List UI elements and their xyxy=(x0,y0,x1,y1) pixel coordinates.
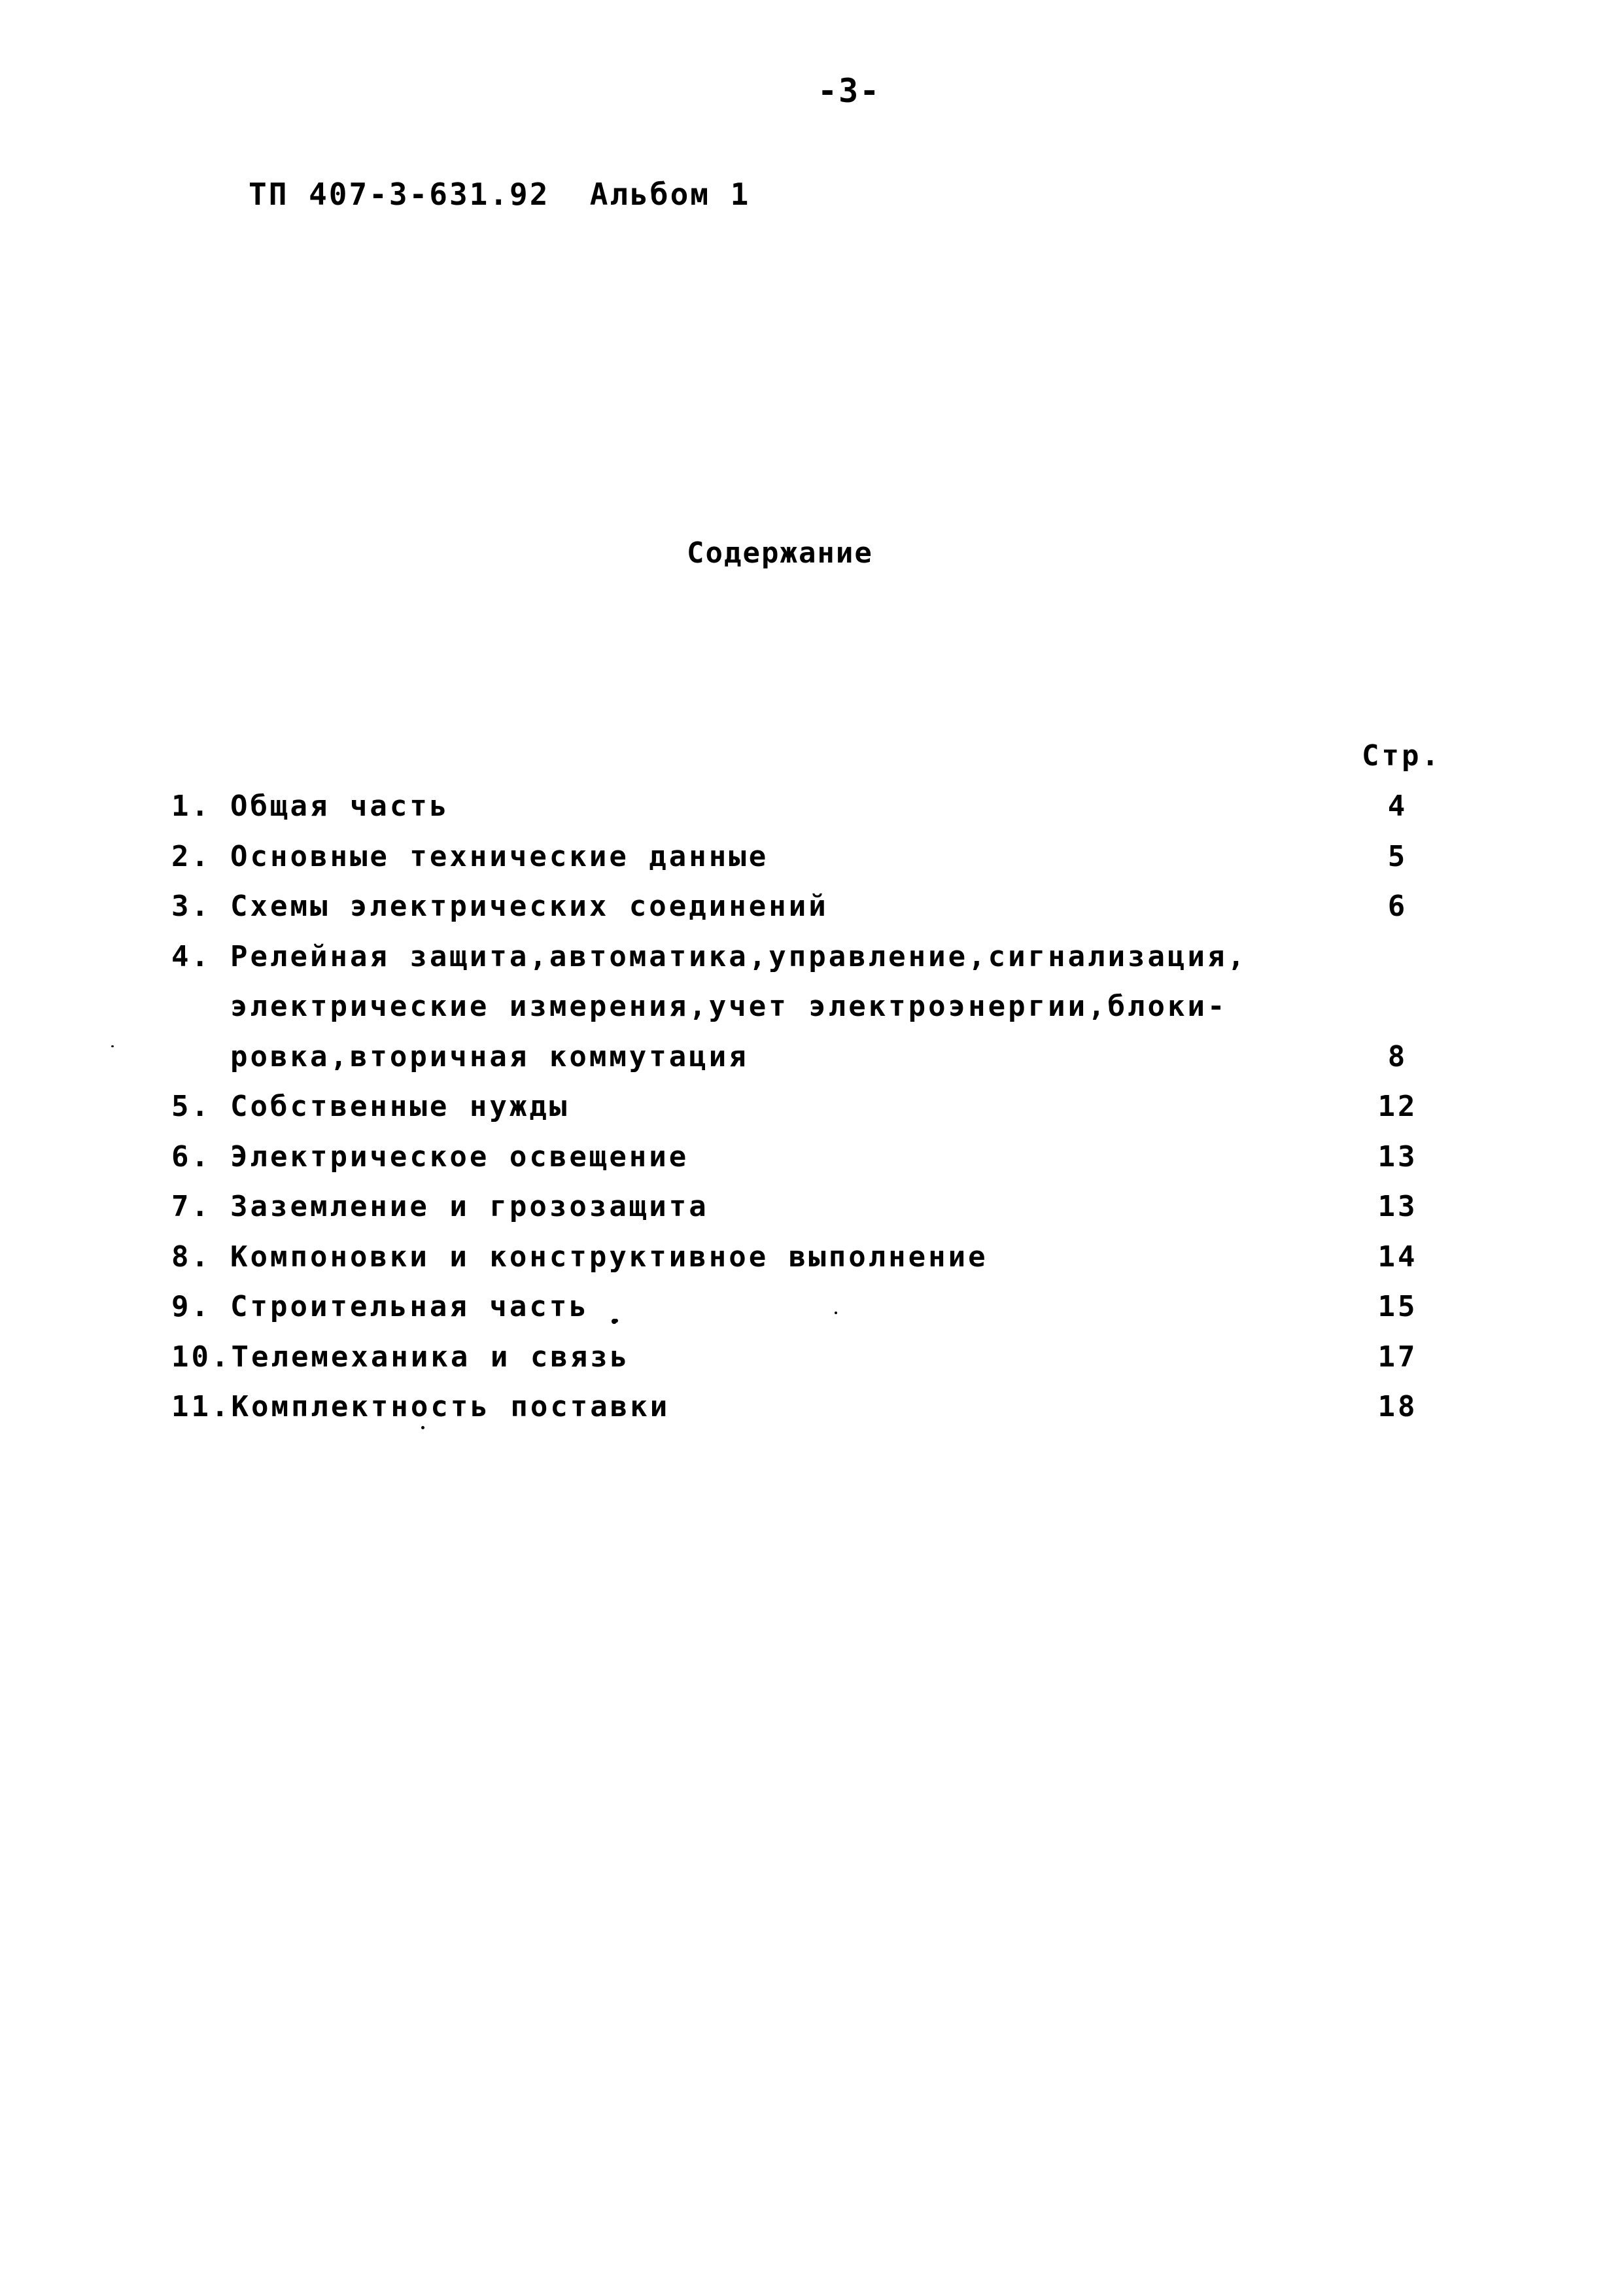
toc-entry-title: 11.Комплектность поставки xyxy=(171,1390,670,1423)
toc-entry-10 xyxy=(171,1332,1440,1383)
page-column-header: Стр. xyxy=(1362,739,1442,773)
toc-entry-number: 4. xyxy=(171,939,211,973)
toc-entry-6 xyxy=(171,1132,1440,1183)
toc-entry-4 xyxy=(171,932,1440,983)
toc-entry-page: 18 xyxy=(1377,1390,1418,1423)
page-number: -3- xyxy=(818,72,881,110)
toc-entry-page: 13 xyxy=(1377,1139,1418,1174)
toc-entry-page: 8 xyxy=(1387,1039,1408,1073)
scan-speck xyxy=(111,1045,114,1047)
toc-entry-number: 1. xyxy=(171,790,211,823)
scan-speck xyxy=(614,1319,618,1323)
toc-entry-page: 14 xyxy=(1377,1240,1418,1274)
toc-entry-number: 7. xyxy=(171,1190,211,1223)
toc-entry-9 xyxy=(171,1282,1440,1332)
toc-entry-4-continued xyxy=(171,982,1440,1032)
toc-entry-title: Общая часть xyxy=(230,790,450,823)
toc-entry-5 xyxy=(171,1082,1440,1132)
toc-entry-page: 4 xyxy=(1387,790,1408,823)
toc-entry-title: Компоновки и конструктивное выполнение xyxy=(230,1240,988,1274)
toc-entry-1 xyxy=(171,782,1440,832)
toc-entry-page: 5 xyxy=(1387,839,1408,873)
scan-speck xyxy=(835,1312,837,1314)
toc-entry-4-continued-2 xyxy=(171,1032,1440,1083)
toc-entry-page: 6 xyxy=(1387,890,1408,923)
toc-entry-title: Релейная защита,автоматика,управление,сигнализация, xyxy=(230,939,1248,973)
toc-entry-page: 12 xyxy=(1377,1090,1418,1123)
toc-entry-title: Электрическое освещение xyxy=(230,1139,689,1174)
toc-entry-page: 13 xyxy=(1377,1190,1418,1223)
toc-entry-number: 8. xyxy=(171,1240,211,1274)
toc-entry-number: 5. xyxy=(171,1090,211,1123)
toc-entry-number: 3. xyxy=(171,890,211,923)
toc-entry-11 xyxy=(171,1382,1440,1433)
toc-entry-title: Собственные нужды xyxy=(230,1090,570,1123)
scan-speck xyxy=(421,1426,424,1429)
toc-entry-title: Строительная часть xyxy=(230,1290,589,1323)
toc-entry-8 xyxy=(171,1232,1440,1283)
toc-entry-number: 2. xyxy=(171,839,211,873)
toc-entry-7 xyxy=(171,1182,1440,1232)
document-code: ТП 407-3-631.92 Альбом 1 xyxy=(249,177,751,212)
toc-entry-3 xyxy=(171,882,1440,932)
toc-entry-page: 15 xyxy=(1377,1290,1418,1323)
toc-entry-2 xyxy=(171,832,1440,882)
toc-entry-title: Схемы электрических соединений xyxy=(230,890,829,923)
toc-title: Содержание xyxy=(687,536,873,570)
toc-entry-number: 9. xyxy=(171,1290,211,1323)
toc-entry-title: 10.Телемеханика и связь xyxy=(171,1340,631,1374)
toc-entry-title: Основные технические данные xyxy=(230,839,769,873)
toc-entry-title: Заземление и грозозащита xyxy=(230,1190,709,1223)
toc-entry-title: ровка,вторичная коммутация xyxy=(230,1039,749,1073)
toc-entry-number: 6. xyxy=(171,1139,211,1174)
toc-entry-page: 17 xyxy=(1377,1340,1418,1374)
toc-entry-title: электрические измерения,учет электроэнергии,блоки- xyxy=(230,990,1228,1023)
table-of-contents xyxy=(171,782,1440,1433)
